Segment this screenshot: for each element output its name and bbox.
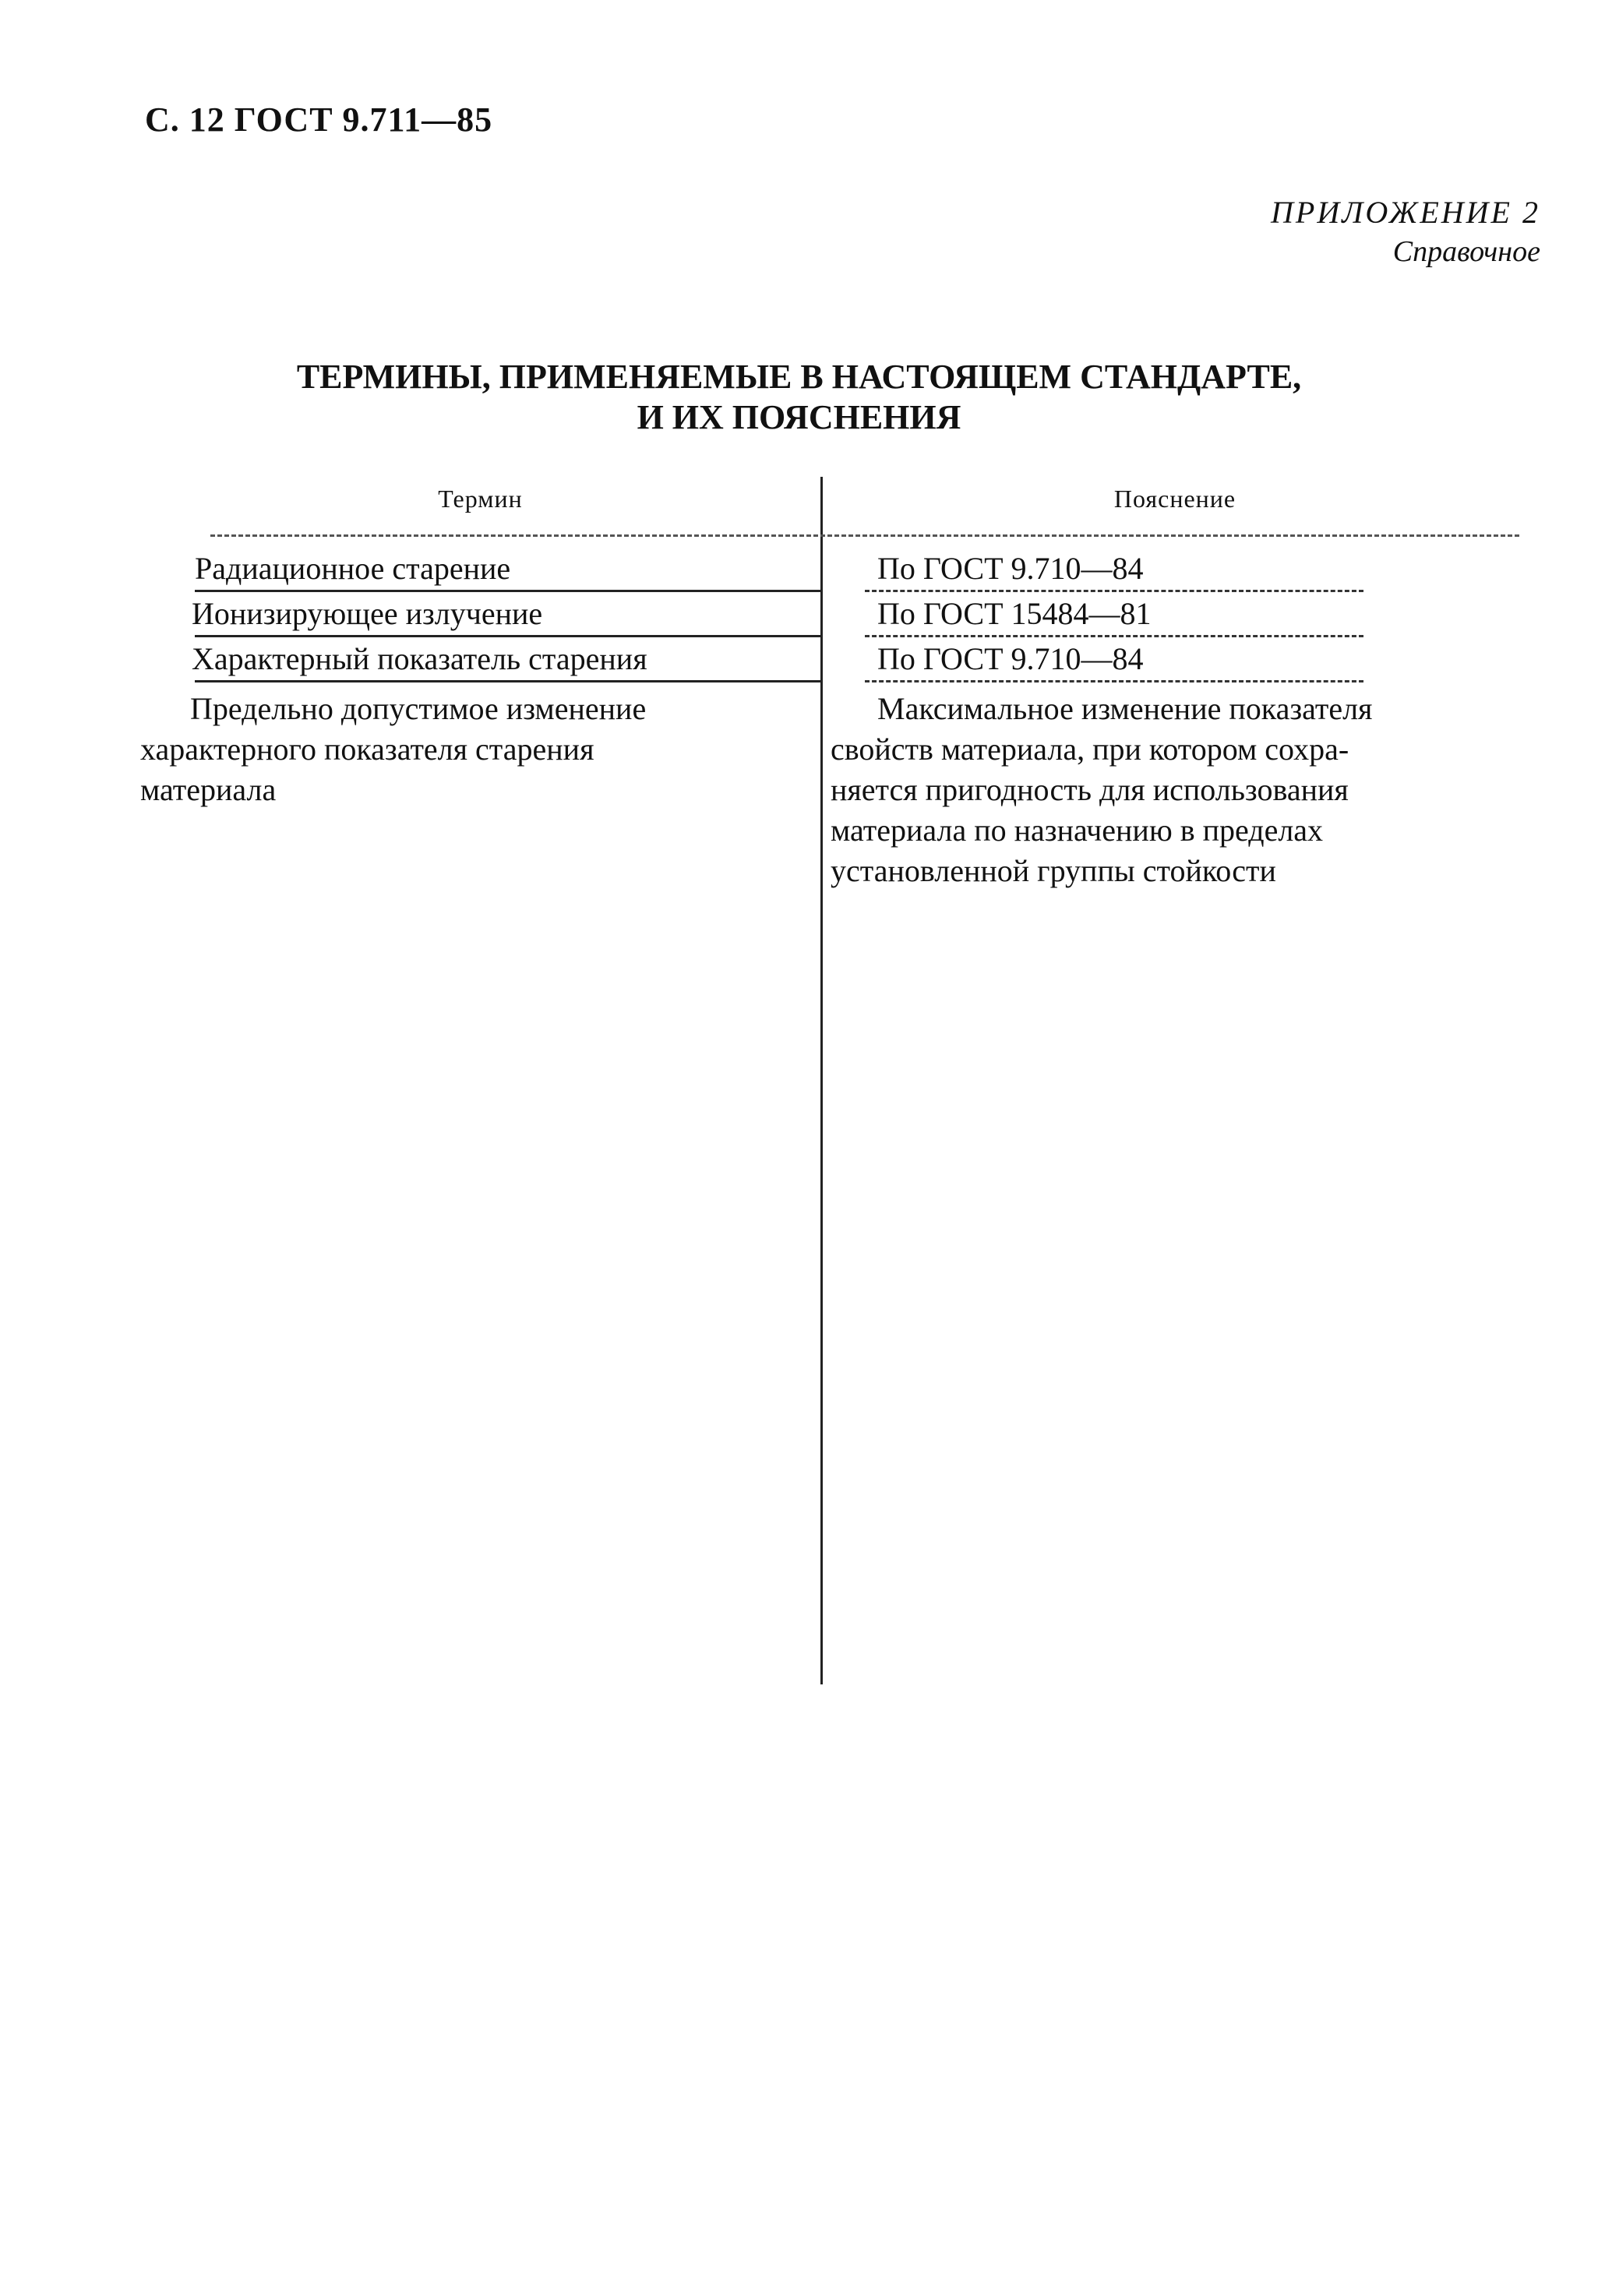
appendix-kind: Справочное (1392, 235, 1540, 268)
title-line-2: И ИХ ПОЯСНЕНИЯ (637, 398, 961, 436)
document-title (0, 357, 1598, 438)
explanation-line: Максимальное изменение показателя (877, 691, 1373, 726)
term-line: Предельно допустимое изменение (190, 691, 647, 726)
term-cell: Характерный показатель старения (192, 641, 647, 676)
page-header: С. 12 ГОСТ 9.711—85 (145, 101, 493, 139)
row-rule (195, 680, 820, 682)
appendix-block (1271, 193, 1540, 271)
header-explanation: Пояснение (1113, 485, 1236, 513)
table-row (140, 545, 1527, 591)
term-cell: Ионизирующее излучение (192, 596, 543, 631)
term-line: характерного показателя старения (140, 732, 594, 767)
header-rule (210, 534, 1519, 537)
long-explanation-cell (831, 689, 1524, 891)
explanation-line: материала по назначению в пределах (831, 813, 1324, 848)
explanation-line: установленной группы стойкости (831, 853, 1276, 888)
term-cell: Радиационное старение (195, 551, 511, 586)
explanation-cell: По ГОСТ 9.710—84 (877, 641, 1144, 676)
row-rule (865, 680, 1363, 682)
long-term-cell (140, 689, 810, 810)
appendix-label: ПРИЛОЖЕНИЕ 2 (1271, 195, 1540, 230)
title-line-1: ТЕРМИНЫ, ПРИМЕНЯЕМЫЕ В НАСТОЯЩЕМ СТАНДАРТЕ, (296, 358, 1302, 396)
explanation-line: няется пригодность для использования (831, 772, 1349, 807)
explanation-cell: По ГОСТ 15484—81 (877, 596, 1152, 631)
table-row (140, 591, 1527, 636)
table-row (140, 636, 1527, 681)
term-line: материала (140, 772, 277, 807)
explanation-line: свойств материала, при котором сохра- (831, 732, 1349, 767)
explanation-cell: По ГОСТ 9.710—84 (877, 551, 1144, 586)
header-term: Термин (438, 485, 523, 513)
